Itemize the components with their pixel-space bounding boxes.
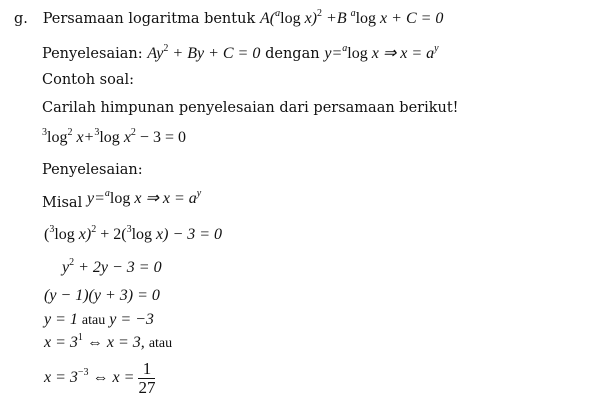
formula: Ay$^2$ + By + C = 0 xyxy=(147,43,261,62)
label: Misal xyxy=(42,195,83,211)
step-4: y = 1 atau y = −3 xyxy=(44,311,154,328)
problem-statement: Carilah himpunan penyelesaian dari persamaan berikut! xyxy=(42,100,459,116)
step-6: $x = 3^{-3}$ ⇔ x = $\frac{1}{27}$ xyxy=(44,358,156,397)
heading-text: Persamaan logaritma bentuk xyxy=(42,11,256,27)
step-1: ($^3$log x)$^2$ + 2($^3$log x) − 3 = 0 xyxy=(44,224,223,243)
formula: A($^a$log x)$^2$ +B $^a$log x + C = 0 xyxy=(260,8,444,27)
item-g-heading xyxy=(14,8,443,31)
problem-equation: $^3\log^2$ x+$^3$log $x^2 - 3 = 0$ xyxy=(42,127,186,146)
solution-label: Penyelesaian: xyxy=(42,162,143,178)
step-2: $y^2 + 2y - 3 = 0$ xyxy=(62,257,162,276)
step-3: (y − 1)(y + 3) = 0 xyxy=(44,287,160,304)
formula: y=$^a$log x ⇒ $x = a^y$ xyxy=(87,188,202,207)
label: Penyelesaian: xyxy=(42,46,143,62)
substitution-line xyxy=(42,188,202,215)
example-label: Contoh soal: xyxy=(42,72,135,88)
step-5: $x = 3^1$ ⇔ x = 3, atau xyxy=(44,332,173,351)
list-marker: g. xyxy=(14,11,28,27)
fraction: $\frac{1}{27}$ xyxy=(138,358,156,397)
connector-text: dengan xyxy=(265,46,320,62)
substitution-formula: y=$^a$log x ⇒ $x = a^y$ xyxy=(324,43,439,62)
general-solution xyxy=(42,43,439,66)
